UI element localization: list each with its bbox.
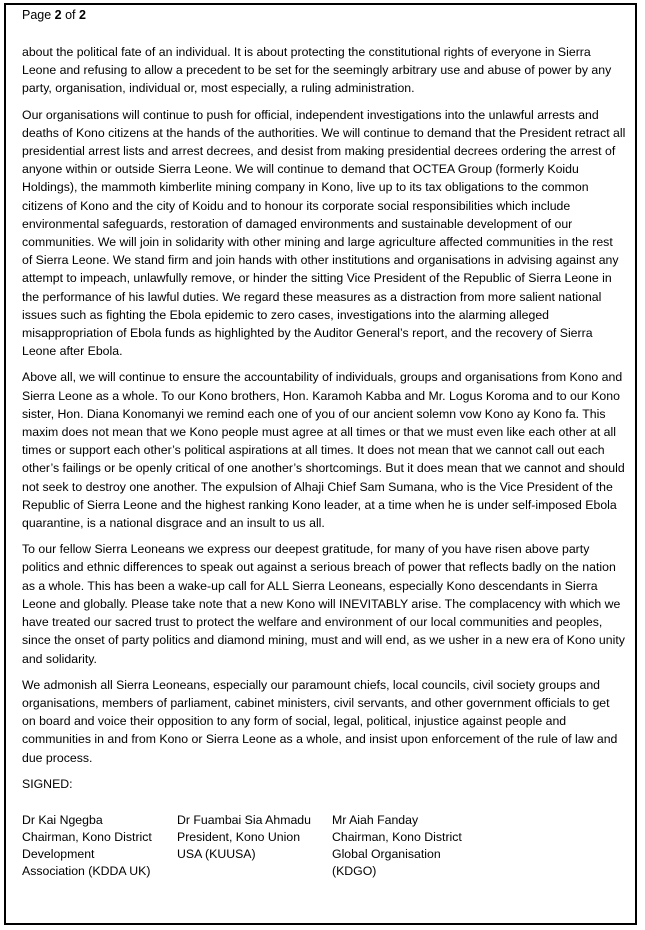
document-page bbox=[4, 3, 637, 925]
signatory-title: USA (KUUSA) bbox=[177, 846, 256, 861]
page-current: 2 bbox=[54, 8, 62, 22]
signatory-name: Dr Kai Ngegba bbox=[22, 812, 103, 827]
paragraph: about the political fate of an individual. It is about protecting the constitutional rights of everyone in Sierra Leone and refusing to allow a precedent to be set for the seemingly arbitrary use and abuse of power by any party, organisation, individual or, most especially, a ruling administration. bbox=[22, 45, 612, 96]
signatory-title: Association (KDDA UK) bbox=[22, 863, 151, 878]
signatory-title: President, Kono Union bbox=[177, 829, 301, 844]
paragraph: Above all, we will continue to ensure the accountability of individuals, groups and organisations from Kono and Sierra Leone as a whole. To our Kono brothers, Hon. Karamoh Kabba and Mr. Logus Koroma and to our Kono sister, Hon. Diana Konomanyi we remind each one of you of our ancient solemn vow Kono ay Kono fa. This maxim does not mean that we Kono people must agree at all times or that we must even like each other at all times or support each other’s political aspirations at all times. It does not mean that we cannot call out each other’s failings or be openly critical of one another’s shortcomings. But it does mean that we cannot and should not seek to destroy one another. The expulsion of Alhaji Chief Sam Sumana, who is the Vice President of the Republic of Sierra Leone and the highest ranking Kono leader, at a time when he is under self-imposed Ebola quarantine, is a national disgrace and an insult to us all. bbox=[22, 370, 625, 531]
signatory-name: Mr Aiah Fanday bbox=[332, 812, 419, 827]
signatory-name: Dr Fuambai Sia Ahmadu bbox=[177, 812, 311, 827]
signed-label: SIGNED: bbox=[22, 776, 73, 791]
document-body bbox=[22, 43, 626, 880]
signatory-title: Global Organisation bbox=[332, 846, 441, 861]
signatory bbox=[177, 812, 332, 880]
signatory-title: Chairman, Kono District bbox=[332, 829, 462, 844]
signatories bbox=[22, 812, 626, 880]
page-label: Page bbox=[22, 8, 55, 22]
page-total: 2 bbox=[79, 8, 86, 22]
signatory bbox=[332, 812, 487, 880]
page-number bbox=[22, 8, 86, 22]
signatory-title: (KDGO) bbox=[332, 863, 377, 878]
signatory-title: Development bbox=[22, 846, 95, 861]
paragraph: We admonish all Sierra Leoneans, especially our paramount chiefs, local councils, civil society groups and organisations, members of parliament, cabinet ministers, civil servants, and other government officials to get on board and voice their opposition to any form of social, legal, political, injustice against people and communities in and from Kono or Sierra Leone as a whole, and insist upon enforcement of the rule of law and due process. bbox=[22, 677, 618, 765]
page-of-label: of bbox=[61, 8, 79, 22]
signatory-title: Chairman, Kono District bbox=[22, 829, 152, 844]
signatory bbox=[22, 812, 177, 880]
paragraph: Our organisations will continue to push for official, independent investigations into the unlawful arrests and deaths of Kono citizens at the hands of the authorities. We will continue to demand that the President retract all presidential arrest lists and arrest decrees, and desist from making presidential decrees ordering the arrest of anyone within or outside Sierra Leone. We will continue to demand that OCTEA Group (formerly Koidu Holdings), the mammoth kimberlite mining company in Kono, live up to its tax obligations to the common citizens of Kono and the city of Koidu and to honour its corporate social responsibilities which include environmental safeguards, restoration of damaged environments and sustainable development of our communities. We will join in solidarity with other mining and large agriculture affected communities in the rest of Sierra Leone. We stand firm and join hands with other institutions and organisations in advising against any attempt to impeach, unlawfully remove, or hinder the sitting Vice President of the Republic of Sierra Leone in the performance of his lawful duties. We regard these measures as a distraction from more salient national issues such as fighting the Ebola epidemic to zero cases, investigations into the alarming alleged misappropriation of Ebola funds as highlighted by the Auditor General’s report, and the recovery of Sierra Leone after Ebola. bbox=[22, 107, 626, 359]
paragraph: To our fellow Sierra Leoneans we express our deepest gratitude, for many of you have risen above party politics and ethnic differences to speak out against a serious breach of power that reflects badly on the nation as a whole. This has been a wake-up call for ALL Sierra Leoneans, especially Kono descendants in Sierra Leone and globally. Please take note that a new Kono will INEVITABLY arise. The complacency with which we have treated our sacred trust to protect the welfare and environment of our local communities and peoples, since the onset of party politics and diamond mining, must and will end, as we usher in a new era of Kono unity and solidarity. bbox=[22, 542, 625, 666]
